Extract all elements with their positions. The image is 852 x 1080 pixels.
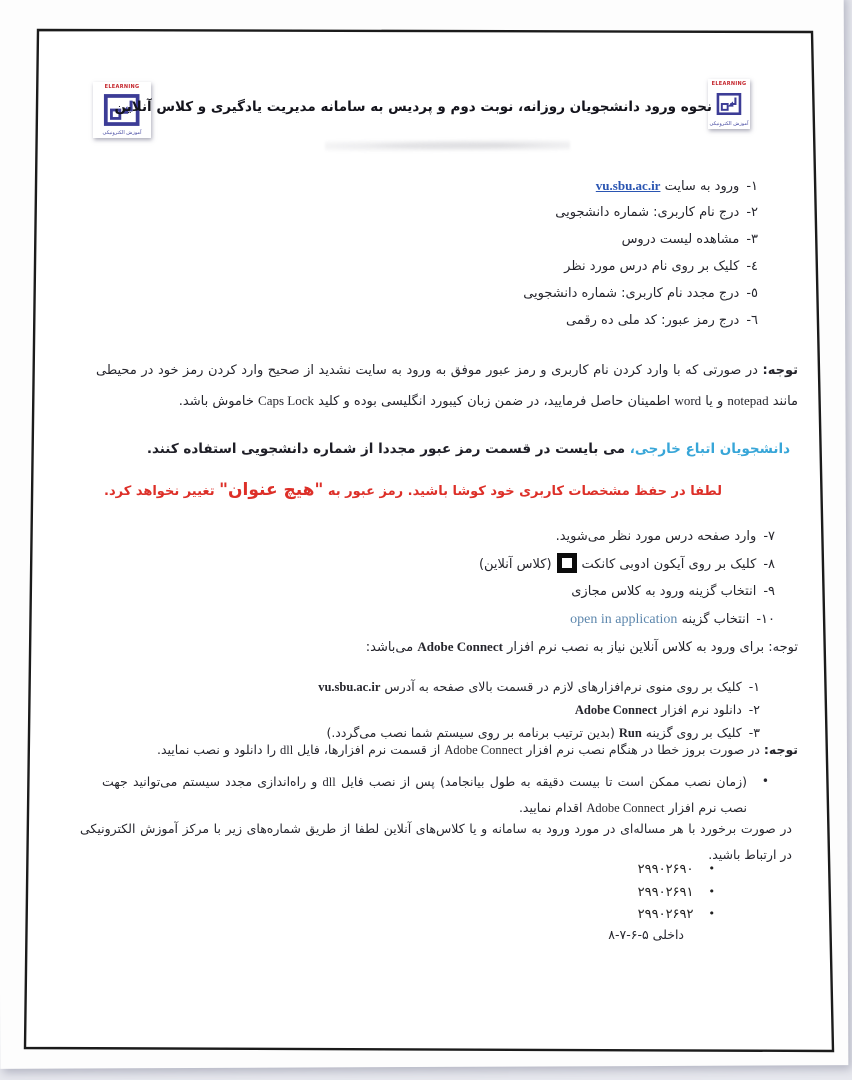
step-text: انتخاب گزینه ورود به کلاس مجازی — [571, 584, 757, 599]
install-steps-list — [318, 675, 760, 744]
class-steps-list — [479, 523, 775, 633]
adobe-connect-word: Adobe Connect — [417, 639, 503, 654]
note-text: می‌باشد: — [365, 640, 418, 655]
step-text: درج مجدد نام کاربری: شماره دانشجویی — [523, 286, 740, 301]
phone-item — [638, 881, 715, 904]
note-text: خاموش باشد. — [178, 394, 259, 409]
bullet-icon: • — [708, 884, 715, 898]
phone-number: ۲۹۹۰۲۶۹۱ — [637, 884, 694, 900]
adobe-connect-icon-inner — [562, 558, 572, 568]
note-label: توجه: — [768, 640, 798, 655]
step-number: ٤- — [746, 259, 758, 274]
phone-list — [638, 858, 715, 926]
elearning-logo-right — [708, 79, 750, 129]
warning-emphasis: "هیچ عنوان" — [219, 480, 324, 500]
capslock-word: Caps Lock — [258, 393, 314, 408]
step-text: ورود به سایت — [660, 179, 740, 194]
step-number: ٧- — [763, 529, 775, 544]
install-step-3 — [318, 721, 760, 744]
phone-extension: داخلی ۵-۶-۷-۸ — [608, 927, 684, 942]
elearning-logo-subcaption: آموزش الکترونیکی — [102, 130, 142, 136]
install-step-1 — [318, 675, 760, 698]
note-text: در صورت بروز خطا در هنگام نصب نرم افزار — [522, 742, 764, 757]
note-text: در صورتی که با وارد کردن نام کاربری و رمز عبور موفق به ورود به سایت نشدید از صحیح وارد کردن رمز خود در محیطی مانند — [96, 363, 798, 409]
step-text: (بدین ترتیب برنامه بر روی سیستم شما نصب می‌گردد.) — [326, 725, 619, 740]
step-text: وارد صفحه درس مورد نظر می‌شوید. — [555, 529, 757, 544]
step-number: ٣- — [746, 232, 758, 247]
step-number: ٦- — [746, 313, 758, 328]
phone-item — [638, 858, 715, 881]
step-text: کلیک بر روی آیکون ادوبی کانکت — [581, 556, 757, 572]
run-word: Run — [618, 726, 642, 740]
elearning-logo-caption: ELEARNING — [711, 81, 747, 87]
note-text: برای ورود به کلاس آنلاین نیاز به نصب نرم افزار — [502, 640, 769, 655]
elearning-logo-icon — [716, 87, 742, 121]
dll-word: dll — [322, 775, 336, 789]
step-text: مشاهده لیست دروس — [621, 232, 740, 247]
install-note — [366, 639, 798, 655]
password-note — [96, 356, 798, 417]
site-address: vu.sbu.ac.ir — [318, 680, 381, 694]
step-text: کلیک بر روی منوی نرم‌افزارهای لازم در قسمت بالای صفحه به آدرس — [380, 679, 742, 694]
class-step-9 — [479, 578, 775, 606]
step-number: ٣- — [748, 725, 760, 740]
open-in-application-option: open in application — [570, 611, 678, 627]
login-step-3 — [523, 226, 758, 253]
bullet-icon: • — [761, 774, 769, 788]
class-step-10 — [479, 606, 775, 634]
login-step-1 — [523, 172, 758, 199]
adobe-connect-icon — [557, 553, 577, 573]
note-label: توجه: — [762, 363, 798, 378]
phone-item — [638, 903, 715, 926]
step-number: ٢- — [746, 205, 758, 220]
login-steps-list — [523, 172, 758, 334]
note-text: و راه‌اندازی مجدد سیستم می‌توانید جهت نصب نرم افزار — [102, 774, 747, 815]
note-text: اطمینان حاصل فرمایید، در ضمن زبان کیبورد انگلیسی بوده و کلید — [314, 394, 675, 409]
foreign-students-text: می بایست در قسمت رمز عبور مجددا از شماره دانشجویی استفاده کنند. — [146, 441, 630, 457]
bullet-icon: • — [708, 907, 715, 920]
step-text: کلیک بر روی نام درس مورد نظر — [564, 259, 740, 274]
phone-number: ۲۹۹۰۲۶۹۲ — [637, 907, 694, 922]
class-step-8 — [479, 551, 775, 579]
login-step-2 — [523, 199, 758, 226]
elearning-logo-caption: ELEARNING — [104, 84, 140, 90]
class-step-7 — [479, 523, 775, 551]
install-time-note — [102, 769, 769, 821]
step-text: (کلاس آنلاین) — [478, 556, 552, 572]
site-link[interactable]: vu.sbu.ac.ir — [595, 178, 661, 193]
note-label: توجه: — [763, 742, 798, 757]
login-step-6 — [523, 307, 758, 334]
dll-error-note — [157, 742, 798, 758]
install-step-2 — [318, 698, 760, 721]
adobe-connect-word: Adobe Connect — [444, 743, 523, 757]
step-text: درج رمز عبور: کد ملی ده رقمی — [566, 313, 740, 328]
step-text: انتخاب گزینه — [677, 611, 750, 627]
step-number: ٥- — [746, 286, 758, 301]
step-text: کلیک بر روی گزینه — [641, 725, 742, 740]
note-text: را دانلود و نصب نمایید. — [157, 742, 280, 757]
dll-word: dll — [280, 743, 294, 757]
adobe-connect-word: Adobe Connect — [586, 801, 665, 815]
password-warning — [104, 480, 722, 500]
notepad-word: notepad — [727, 393, 769, 408]
step-number: ٢- — [748, 702, 760, 717]
note-text: (زمان نصب ممکن است تا بیست دقیقه به طول بیانجامد) پس از نصب فایل — [335, 774, 747, 789]
step-number: ٨- — [763, 556, 775, 572]
step-text: درج نام کاربری: شماره دانشجویی — [555, 205, 740, 220]
step-number: ٩- — [763, 584, 775, 599]
note-text: و یا — [701, 394, 728, 409]
foreign-students-note — [147, 441, 790, 457]
bullet-icon: • — [708, 862, 715, 875]
word-word: word — [674, 393, 702, 408]
warning-text: تغییر نخواهد کرد. — [104, 484, 220, 499]
note-text: از قسمت نرم افزارها، فایل — [293, 742, 445, 757]
warning-text: لطفا در حفظ مشخصات کاربری خود کوشا باشید. رمز عبور به — [323, 484, 722, 499]
login-step-5 — [523, 280, 758, 307]
step-text: دانلود نرم افزار — [657, 702, 742, 717]
step-number: ١- — [746, 179, 758, 194]
step-number: ١- — [748, 679, 760, 694]
adobe-connect-word: Adobe Connect — [574, 703, 658, 717]
note-text: اقدام نمایید. — [518, 800, 587, 815]
contact-intro: در صورت برخورد با هر مساله‌ای در مورد ورود به سامانه و یا کلاس‌های آنلاین لطفا از طریق شماره‌های زیر با مرکز آموزش الکترونیکی در ارتباط باشید. — [80, 821, 792, 862]
phone-number: ۲۹۹۰۲۶۹۰ — [637, 862, 694, 877]
page-title: نحوه ورود دانشجویان روزانه، نوبت دوم و پردیس به سامانه مدیریت یادگیری و کلاس آنلاین — [114, 99, 712, 115]
step-number: ١٠- — [756, 611, 775, 627]
login-step-4 — [523, 253, 758, 280]
ink-bleed-smudge — [325, 138, 570, 154]
foreign-students-highlight: دانشجویان اتباع خارجی، — [629, 441, 790, 457]
elearning-logo-subcaption: آموزش الکترونیکی — [709, 121, 749, 127]
